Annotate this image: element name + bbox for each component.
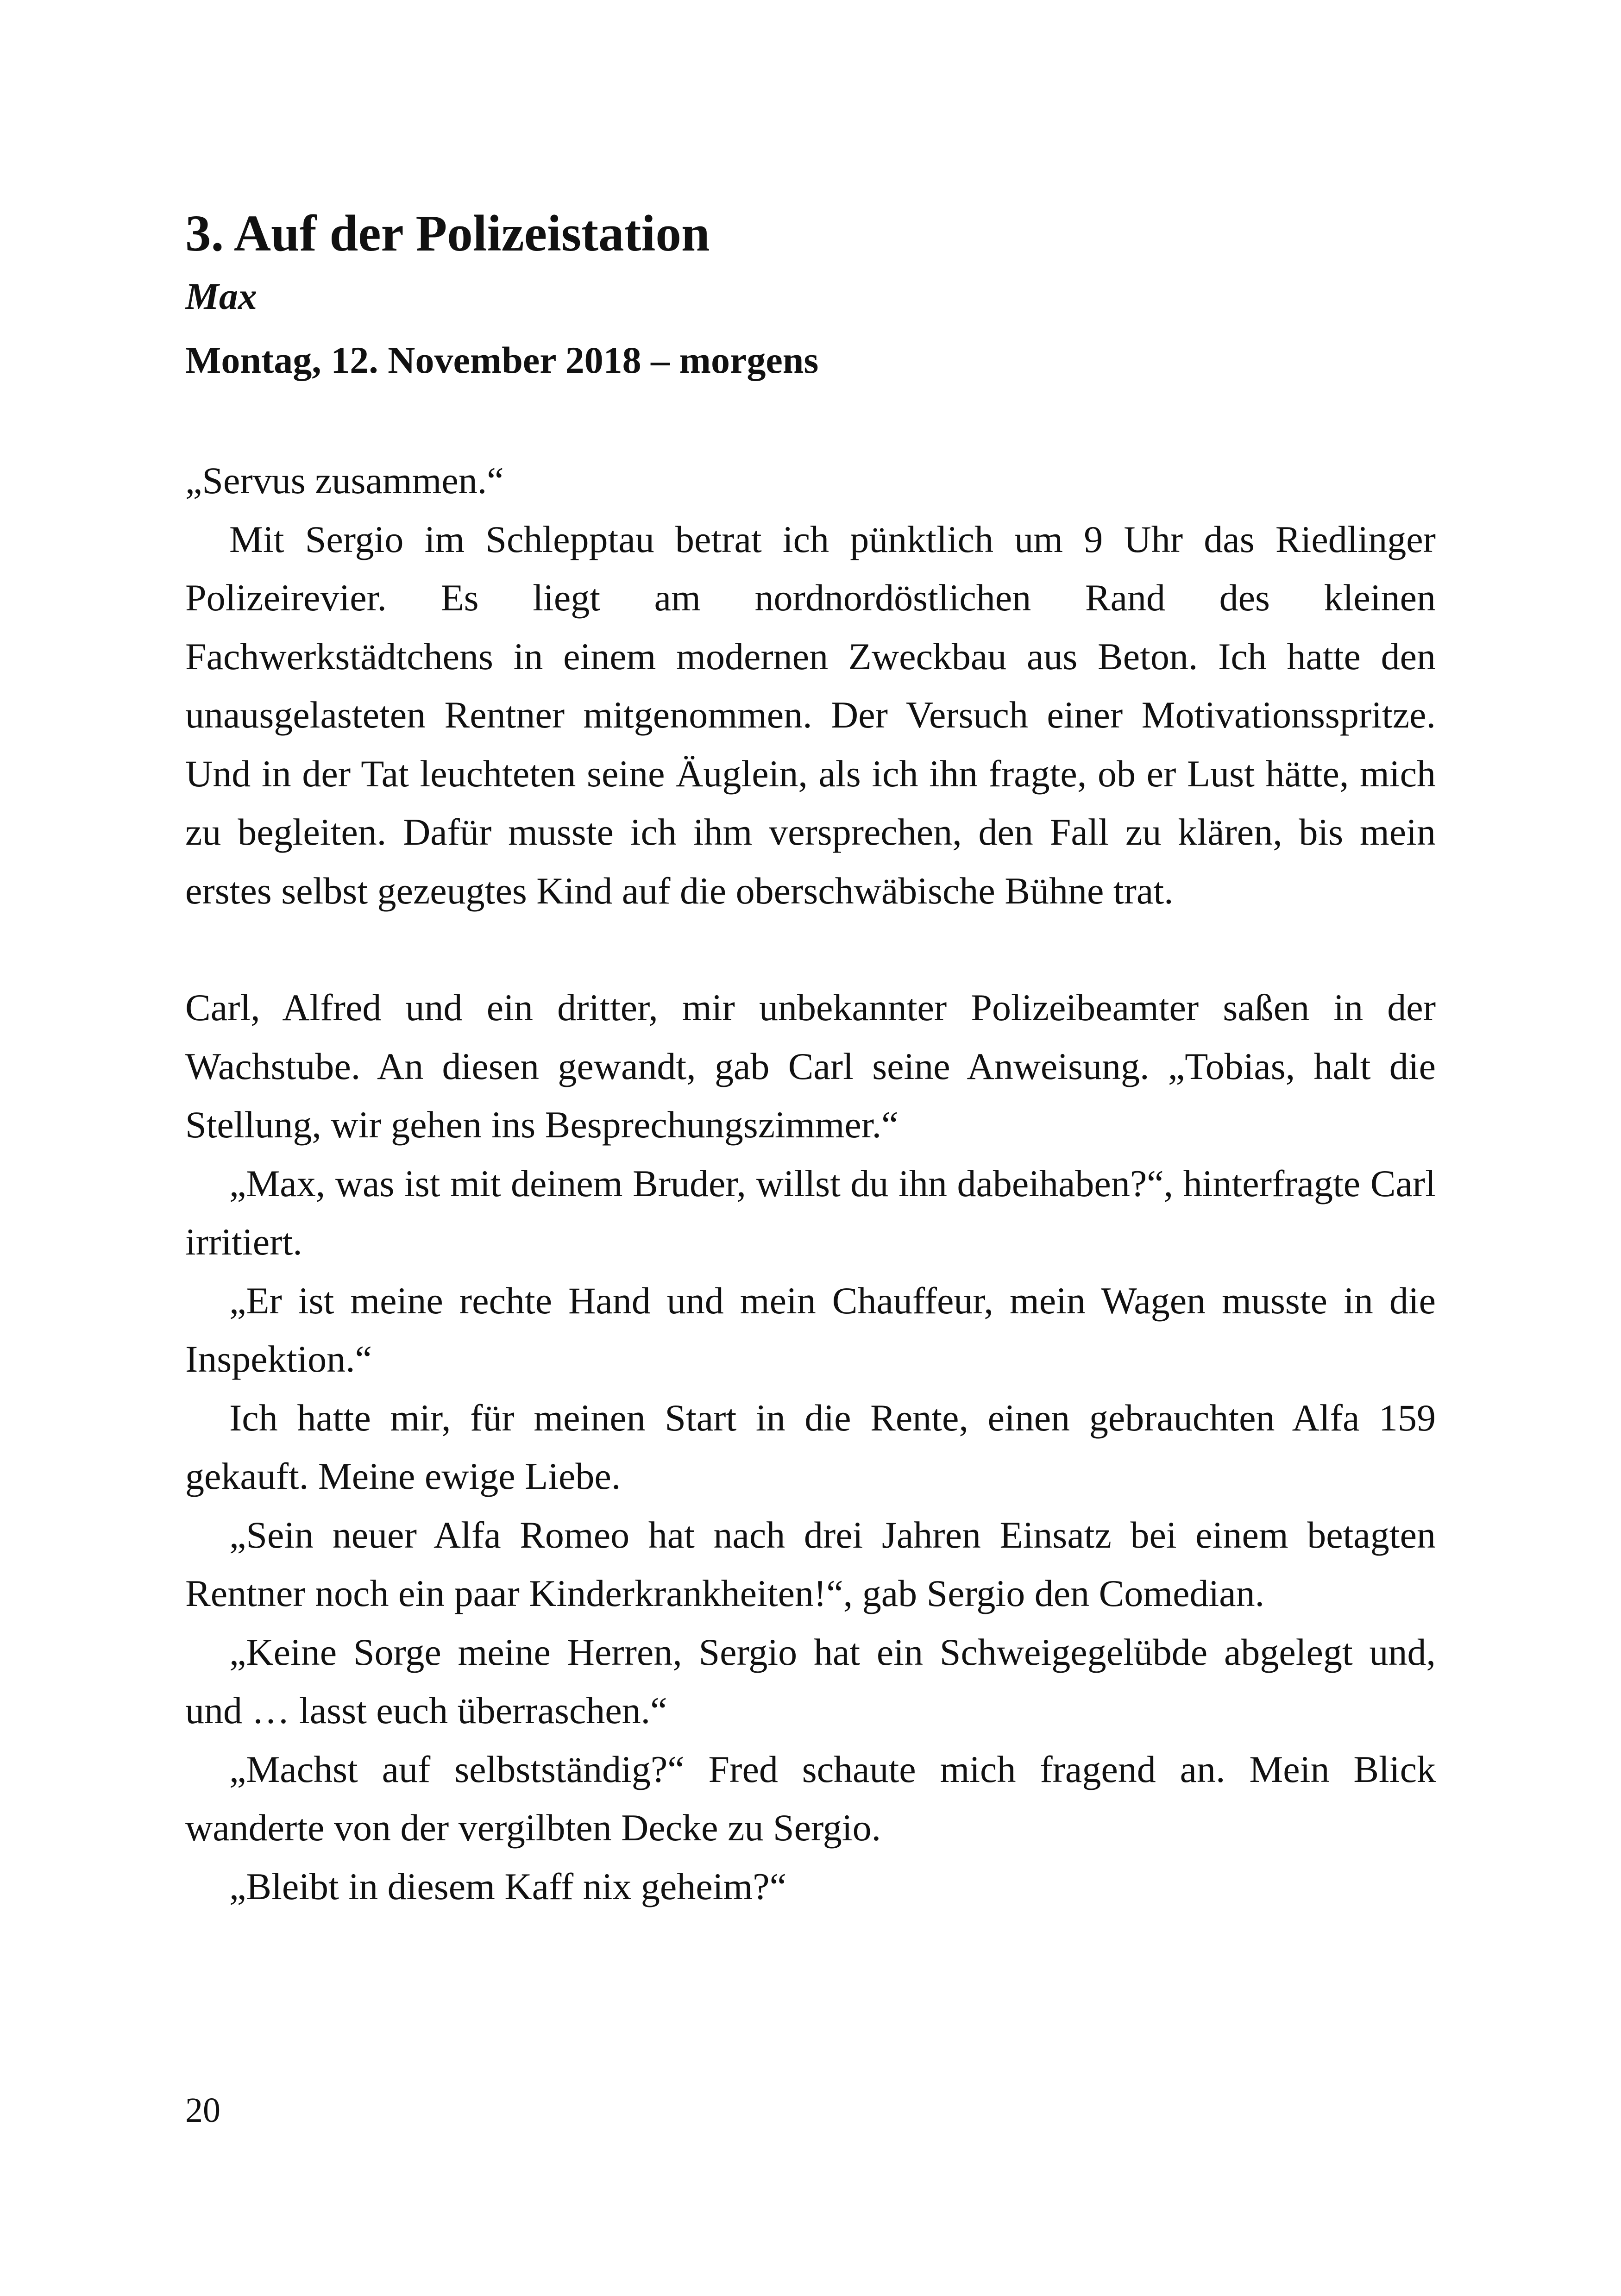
chapter-dateline: Montag, 12. November 2018 – morgens [185, 339, 819, 381]
paragraph: „Machst auf selbstständig?“ Fred schaute mich fragend an. Mein Blick wanderte von der vergilbten Decke zu Sergio. [185, 1748, 1436, 1849]
paragraph: „Er ist meine rechte Hand und mein Chauffeur, mein Wagen musste in die Inspektion.“ [185, 1279, 1436, 1380]
book-page [185, 204, 1436, 1916]
paragraph: „Sein neuer Alfa Romeo hat nach drei Jahren Einsatz bei einem betagten Rentner noch ein paar Kinderkrankheiten!“, gab Sergio den Comedian. [185, 1513, 1436, 1614]
paragraph: „Max, was ist mit deinem Bruder, willst du ihn dabeihaben?“, hinterfragte Carl irritiert. [185, 1162, 1436, 1263]
paragraph: „Bleibt in diesem Kaff nix geheim?“ [229, 1865, 787, 1907]
paragraph: Mit Sergio im Schlepptau betrat ich pünktlich um 9 Uhr das Riedlinger Polizeirevier. Es liegt am nordnordöstlichen Rand des kleinen Fachwerkstädtchens in einem modernen Zweckbau aus Beton. Ich hatte den unausgelasteten Rentner mitgenommen. Der Versuch einer Motivationsspritze. Und in der Tat leuchteten seine Äuglein, als ich ihn fragte, ob er Lust hätte, mich zu begleiten. Dafür musste ich ihm versprechen, den Fall zu klären, bis mein erstes selbst gezeugtes Kind auf die oberschwäbische Bühne trat. [185, 518, 1436, 912]
paragraph: „Keine Sorge meine Herren, Sergio hat ein Schweigegelübde abgelegt und, und … lasst euch überraschen.“ [185, 1631, 1436, 1731]
paragraph: Ich hatte mir, für meinen Start in die Rente, einen gebrauchten Alfa 159 gekauft. Meine ewige Liebe. [185, 1396, 1436, 1497]
chapter-title: 3. Auf der Polizeistation [185, 205, 710, 262]
paragraph: „Servus zusammen.“ [185, 459, 504, 502]
body-text [185, 452, 1436, 1916]
page-number: 20 [185, 2091, 220, 2130]
chapter-narrator: Max [185, 275, 257, 317]
paragraph: Carl, Alfred und ein dritter, mir unbekannter Polizeibeamter saßen in der Wachstube. An diesen gewandt, gab Carl seine Anweisung. „Tobias, halt die Stellung, wir gehen ins Besprechungszimmer.“ [185, 986, 1436, 1146]
